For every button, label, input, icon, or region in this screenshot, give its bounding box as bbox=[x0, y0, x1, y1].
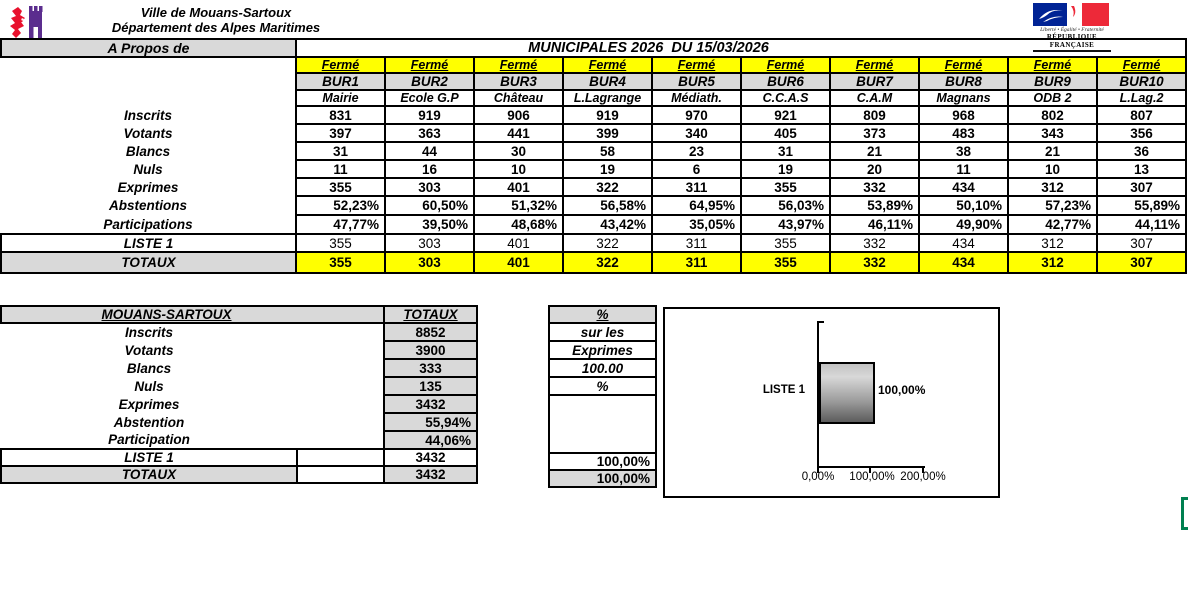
status-closed: Fermé bbox=[830, 57, 919, 73]
liste1-value-cell: 434 bbox=[919, 234, 1008, 252]
stat-value-cell: 340 bbox=[652, 124, 741, 142]
stat-value-cell: 36 bbox=[1097, 142, 1186, 160]
bureau-header: BUR8 bbox=[919, 73, 1008, 90]
stat-value-cell: 39,50% bbox=[385, 215, 474, 234]
bureau-header: BUR5 bbox=[652, 73, 741, 90]
stat-value-cell: 42,77% bbox=[1008, 215, 1097, 234]
x-tick-label-0: 0,00% bbox=[801, 471, 835, 483]
stat-value-cell: 47,77% bbox=[296, 215, 385, 234]
bureau-header: BUR4 bbox=[563, 73, 652, 90]
stat-value-cell: 52,23% bbox=[296, 196, 385, 215]
stat-value-cell: 332 bbox=[830, 178, 919, 196]
table-row bbox=[1, 57, 1186, 73]
bureau-header: BUR3 bbox=[474, 73, 563, 90]
percent-caption-line: Exprimes bbox=[549, 341, 656, 359]
percent-column bbox=[548, 305, 657, 488]
status-closed: Fermé bbox=[741, 57, 830, 73]
stat-row-label: Abstentions bbox=[108, 198, 187, 213]
stat-value-cell: 968 bbox=[919, 106, 1008, 124]
spacer-cell bbox=[297, 323, 384, 341]
percent-caption-line: % bbox=[549, 377, 656, 395]
city-crest-icon bbox=[8, 3, 48, 39]
status-closed: Fermé bbox=[563, 57, 652, 73]
stat-value-cell: 53,89% bbox=[830, 196, 919, 215]
stat-value-cell: 31 bbox=[296, 142, 385, 160]
summary-value-cell: 44,06% bbox=[384, 431, 477, 449]
table-row bbox=[1, 215, 1186, 234]
liste1-value-cell: 401 bbox=[474, 234, 563, 252]
stat-value-cell: 343 bbox=[1008, 124, 1097, 142]
stat-value-cell: 921 bbox=[741, 106, 830, 124]
stat-value-cell: 46,11% bbox=[830, 215, 919, 234]
bar-category-label: LISTE 1 bbox=[762, 384, 805, 396]
table-row bbox=[1, 160, 1186, 178]
city-name: Ville de Mouans-Sartoux bbox=[140, 5, 292, 20]
totaux-value-cell: 434 bbox=[919, 252, 1008, 273]
table-row bbox=[1, 323, 477, 341]
percent-liste1-value: 100,00% bbox=[549, 453, 656, 470]
spacer-cell bbox=[297, 413, 384, 431]
summary-value-cell: 135 bbox=[384, 377, 477, 395]
totaux-row-label: TOTAUX bbox=[1, 252, 296, 273]
results-bar-chart bbox=[663, 307, 1000, 498]
table-row bbox=[1, 252, 1186, 273]
stat-value-cell: 23 bbox=[652, 142, 741, 160]
table-row bbox=[1, 413, 477, 431]
table-row bbox=[549, 453, 656, 470]
selection-marker bbox=[1181, 497, 1188, 530]
stat-value-cell: 16 bbox=[385, 160, 474, 178]
stat-value-cell: 363 bbox=[385, 124, 474, 142]
table-row bbox=[1, 341, 477, 359]
summary-row-label: Votants bbox=[124, 342, 174, 358]
table-row bbox=[1, 73, 1186, 90]
station-name: L.Lagrange bbox=[563, 90, 652, 106]
table-row bbox=[1, 449, 477, 466]
stat-value-cell: 6 bbox=[652, 160, 741, 178]
table-row bbox=[1, 431, 477, 449]
station-name: C.A.M bbox=[830, 90, 919, 106]
stat-value-cell: 809 bbox=[830, 106, 919, 124]
spacer-cell bbox=[297, 341, 384, 359]
status-closed: Fermé bbox=[296, 57, 385, 73]
table-row bbox=[549, 341, 656, 359]
bureau-header: BUR9 bbox=[1008, 73, 1097, 90]
liste1-row-label: LISTE 1 bbox=[1, 234, 296, 252]
percent-caption-line: sur les bbox=[549, 323, 656, 341]
table-row bbox=[549, 395, 656, 453]
station-name: Château bbox=[474, 90, 563, 106]
stat-row-label: Nuls bbox=[133, 161, 163, 177]
liste1-bar bbox=[819, 362, 875, 424]
spacer-cell bbox=[297, 466, 384, 483]
stat-value-cell: 43,42% bbox=[563, 215, 652, 234]
summary-value-cell: 8852 bbox=[384, 323, 477, 341]
summary-totaux-label: TOTAUX bbox=[1, 466, 297, 483]
liste1-value-cell: 312 bbox=[1008, 234, 1097, 252]
summary-row-label: Nuls bbox=[134, 378, 164, 394]
stat-row-label: Inscrits bbox=[123, 107, 173, 123]
summary-liste1-value: 3432 bbox=[384, 449, 477, 466]
results-table bbox=[0, 38, 1187, 274]
stat-value-cell: 906 bbox=[474, 106, 563, 124]
spacer-cell bbox=[297, 395, 384, 413]
stat-value-cell: 970 bbox=[652, 106, 741, 124]
summary-value-cell: 333 bbox=[384, 359, 477, 377]
stat-value-cell: 50,10% bbox=[919, 196, 1008, 215]
summary-table bbox=[0, 305, 478, 484]
summary-liste1-label: LISTE 1 bbox=[1, 449, 297, 466]
summary-totaux-value: 3432 bbox=[384, 466, 477, 483]
stat-value-cell: 60,50% bbox=[385, 196, 474, 215]
stat-value-cell: 21 bbox=[830, 142, 919, 160]
about-label: A Propos de bbox=[1, 39, 296, 57]
stat-value-cell: 483 bbox=[919, 124, 1008, 142]
table-row bbox=[549, 377, 656, 395]
stat-value-cell: 373 bbox=[830, 124, 919, 142]
table-row bbox=[1, 124, 1186, 142]
liste1-value-cell: 307 bbox=[1097, 234, 1186, 252]
stat-value-cell: 441 bbox=[474, 124, 563, 142]
stat-value-cell: 303 bbox=[385, 178, 474, 196]
stat-value-cell: 322 bbox=[563, 178, 652, 196]
liste1-value-cell: 332 bbox=[830, 234, 919, 252]
liste1-value-cell: 355 bbox=[741, 234, 830, 252]
french-flag-icon bbox=[1033, 3, 1109, 26]
stat-value-cell: 434 bbox=[919, 178, 1008, 196]
table-row bbox=[549, 470, 656, 487]
totaux-value-cell: 307 bbox=[1097, 252, 1186, 273]
stat-value-cell: 19 bbox=[741, 160, 830, 178]
stat-value-cell: 38 bbox=[919, 142, 1008, 160]
table-row bbox=[1, 359, 477, 377]
stat-value-cell: 58 bbox=[563, 142, 652, 160]
station-name: Médiath. bbox=[652, 90, 741, 106]
stat-value-cell: 356 bbox=[1097, 124, 1186, 142]
city-header bbox=[60, 5, 372, 35]
table-row bbox=[1, 142, 1186, 160]
totaux-value-cell: 355 bbox=[741, 252, 830, 273]
stat-value-cell: 19 bbox=[563, 160, 652, 178]
bureau-header: BUR6 bbox=[741, 73, 830, 90]
spacer-cell bbox=[297, 431, 384, 449]
totaux-value-cell: 332 bbox=[830, 252, 919, 273]
percent-totaux-value: 100,00% bbox=[549, 470, 656, 487]
totaux-value-cell: 311 bbox=[652, 252, 741, 273]
status-closed: Fermé bbox=[474, 57, 563, 73]
table-row bbox=[1, 466, 477, 483]
stat-value-cell: 397 bbox=[296, 124, 385, 142]
spacer-cell bbox=[1, 57, 296, 73]
stat-value-cell: 10 bbox=[1008, 160, 1097, 178]
stat-row-label: Votants bbox=[123, 125, 173, 141]
table-row bbox=[1, 106, 1186, 124]
stat-value-cell: 30 bbox=[474, 142, 563, 160]
table-row bbox=[1, 90, 1186, 106]
bureau-header: BUR1 bbox=[296, 73, 385, 90]
table-row bbox=[1, 178, 1186, 196]
table-row bbox=[549, 306, 656, 323]
stat-value-cell: 11 bbox=[919, 160, 1008, 178]
stat-row-label: Participations bbox=[103, 216, 193, 232]
summary-row-label: Blancs bbox=[126, 360, 172, 376]
stat-value-cell: 405 bbox=[741, 124, 830, 142]
stat-value-cell: 21 bbox=[1008, 142, 1097, 160]
stat-value-cell: 55,89% bbox=[1097, 196, 1186, 215]
stat-value-cell: 919 bbox=[385, 106, 474, 124]
stat-value-cell: 44,11% bbox=[1097, 215, 1186, 234]
chart-y-axis-tick bbox=[817, 321, 824, 323]
stat-value-cell: 807 bbox=[1097, 106, 1186, 124]
station-name: C.C.A.S bbox=[741, 90, 830, 106]
summary-row-label: Exprimes bbox=[118, 396, 180, 412]
stat-value-cell: 399 bbox=[563, 124, 652, 142]
x-tick-label-200: 200,00% bbox=[900, 471, 946, 483]
stat-value-cell: 57,23% bbox=[1008, 196, 1097, 215]
table-row bbox=[1, 377, 477, 395]
stat-value-cell: 401 bbox=[474, 178, 563, 196]
commune-header: MOUANS-SARTOUX bbox=[1, 306, 384, 323]
department-name: Département des Alpes Maritimes bbox=[111, 20, 321, 35]
station-name: Ecole G.P bbox=[385, 90, 474, 106]
stat-value-cell: 10 bbox=[474, 160, 563, 178]
stat-value-cell: 44 bbox=[385, 142, 474, 160]
bar-value-label: 100,00% bbox=[878, 383, 926, 397]
stat-value-cell: 56,58% bbox=[563, 196, 652, 215]
stat-value-cell: 307 bbox=[1097, 178, 1186, 196]
status-closed: Fermé bbox=[1097, 57, 1186, 73]
gov-motto: Liberté • Égalité • Fraternité bbox=[1040, 27, 1104, 33]
spacer-cell bbox=[297, 377, 384, 395]
stat-row-label: Exprimes bbox=[117, 179, 179, 195]
table-row bbox=[1, 196, 1186, 215]
summary-value-cell: 3900 bbox=[384, 341, 477, 359]
spacer-cell bbox=[1, 90, 296, 106]
liste1-value-cell: 322 bbox=[563, 234, 652, 252]
table-row bbox=[549, 359, 656, 377]
stat-value-cell: 13 bbox=[1097, 160, 1186, 178]
stat-value-cell: 31 bbox=[741, 142, 830, 160]
table-row bbox=[1, 306, 477, 323]
spacer-cell bbox=[297, 359, 384, 377]
x-tick-label-100: 100,00% bbox=[849, 471, 895, 483]
stat-value-cell: 43,97% bbox=[741, 215, 830, 234]
totaux-value-cell: 303 bbox=[385, 252, 474, 273]
table-row bbox=[1, 234, 1186, 252]
status-closed: Fermé bbox=[919, 57, 1008, 73]
summary-row-label: Abstention bbox=[113, 414, 185, 430]
station-name: ODB 2 bbox=[1008, 90, 1097, 106]
stat-value-cell: 48,68% bbox=[474, 215, 563, 234]
stat-value-cell: 312 bbox=[1008, 178, 1097, 196]
liste1-value-cell: 303 bbox=[385, 234, 474, 252]
table-row bbox=[1, 395, 477, 413]
percent-caption-line: 100.00 bbox=[549, 359, 656, 377]
totaux-value-cell: 355 bbox=[296, 252, 385, 273]
liste1-value-cell: 355 bbox=[296, 234, 385, 252]
summary-row-label: Participation bbox=[108, 432, 190, 447]
station-name: Mairie bbox=[296, 90, 385, 106]
stat-value-cell: 11 bbox=[296, 160, 385, 178]
stat-row-label: Blancs bbox=[125, 143, 171, 159]
stat-value-cell: 919 bbox=[563, 106, 652, 124]
spacer-cell bbox=[1, 73, 296, 90]
status-closed: Fermé bbox=[652, 57, 741, 73]
station-name: Magnans bbox=[919, 90, 1008, 106]
summary-value-cell: 55,94% bbox=[384, 413, 477, 431]
stat-value-cell: 64,95% bbox=[652, 196, 741, 215]
stat-value-cell: 831 bbox=[296, 106, 385, 124]
table-row bbox=[1, 39, 1186, 57]
chart-x-axis bbox=[817, 466, 925, 468]
bureau-header: BUR7 bbox=[830, 73, 919, 90]
stat-value-cell: 35,05% bbox=[652, 215, 741, 234]
summary-row-label: Inscrits bbox=[124, 325, 174, 340]
spacer-cell bbox=[297, 449, 384, 466]
stat-value-cell: 311 bbox=[652, 178, 741, 196]
stat-value-cell: 20 bbox=[830, 160, 919, 178]
totaux-value-cell: 322 bbox=[563, 252, 652, 273]
stat-value-cell: 355 bbox=[741, 178, 830, 196]
percent-header: % bbox=[549, 306, 656, 323]
bureau-header: BUR2 bbox=[385, 73, 474, 90]
station-name: L.Lag.2 bbox=[1097, 90, 1186, 106]
status-closed: Fermé bbox=[1008, 57, 1097, 73]
summary-value-cell: 3432 bbox=[384, 395, 477, 413]
stat-value-cell: 56,03% bbox=[741, 196, 830, 215]
stat-value-cell: 802 bbox=[1008, 106, 1097, 124]
stat-value-cell: 51,32% bbox=[474, 196, 563, 215]
liste1-value-cell: 311 bbox=[652, 234, 741, 252]
totaux-column-header: TOTAUX bbox=[384, 306, 477, 323]
bureau-header: BUR10 bbox=[1097, 73, 1186, 90]
gov-republic-label: RÉPUBLIQUE FRANÇAISE bbox=[1033, 33, 1111, 52]
totaux-value-cell: 312 bbox=[1008, 252, 1097, 273]
status-closed: Fermé bbox=[385, 57, 474, 73]
totaux-value-cell: 401 bbox=[474, 252, 563, 273]
percent-empty-cell bbox=[549, 395, 656, 453]
election-title: MUNICIPALES 2026 DU 15/03/2026 bbox=[296, 39, 1186, 57]
table-row bbox=[549, 323, 656, 341]
stat-value-cell: 355 bbox=[296, 178, 385, 196]
stat-value-cell: 49,90% bbox=[919, 215, 1008, 234]
